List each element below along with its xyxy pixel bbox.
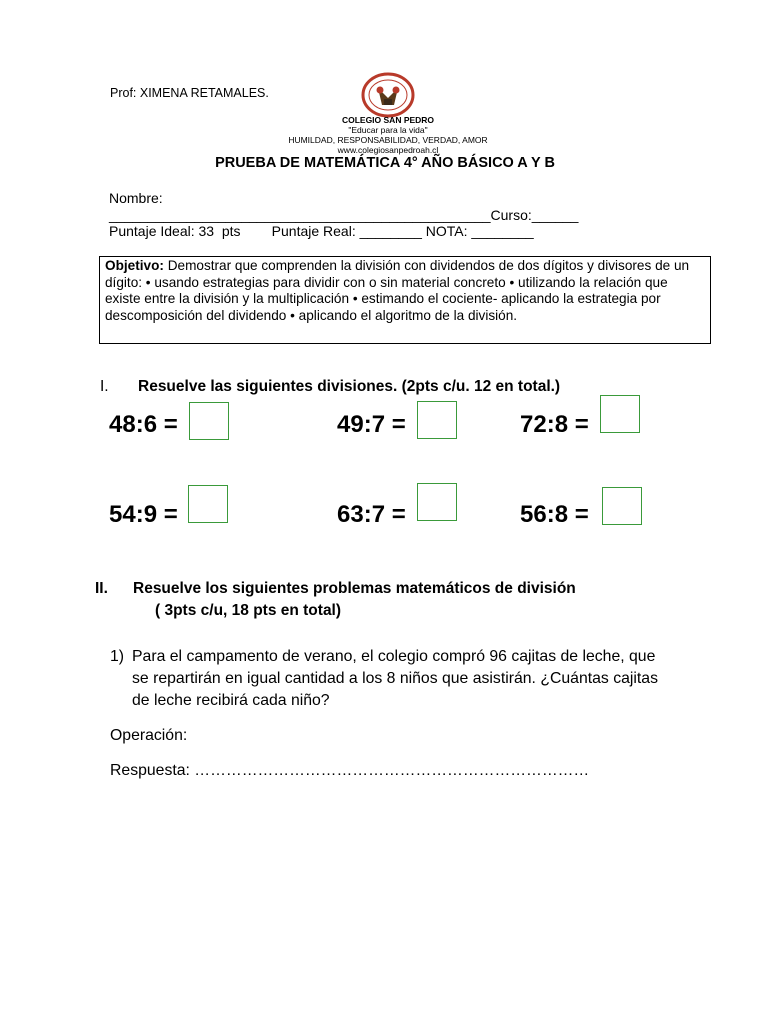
- answer-box[interactable]: [417, 401, 457, 439]
- answer-box[interactable]: [417, 483, 457, 521]
- school-values: HUMILDAD, RESPONSABILIDAD, VERDAD, AMOR: [288, 135, 488, 145]
- school-motto: "Educar para la vida": [348, 125, 428, 135]
- section2-subheading: ( 3pts c/u, 18 pts en total): [155, 602, 342, 619]
- problem-number: 1): [110, 648, 125, 665]
- document-title: PRUEBA DE MATEMÁTICA 4° AÑO BÁSICO A Y B: [215, 155, 555, 171]
- objective-label: Objetivo:: [105, 258, 164, 273]
- division-item: 56:8 =: [520, 501, 589, 528]
- name-course-line[interactable]: _________________________________________________Curso:______: [109, 207, 579, 223]
- answer-box[interactable]: [602, 487, 642, 525]
- name-label: Nombre:: [109, 190, 163, 206]
- objective-box: [99, 256, 711, 344]
- division-item: 63:7 =: [337, 501, 406, 528]
- division-item: 54:9 =: [109, 501, 178, 528]
- answer-line[interactable]: Respuesta: …………………………………………………………………: [110, 762, 590, 779]
- division-item: 72:8 =: [520, 411, 589, 438]
- section2-heading: Resuelve los siguientes problemas matemáticos de división: [133, 580, 576, 597]
- division-item: 48:6 =: [109, 411, 178, 438]
- score-line[interactable]: Puntaje Ideal: 33 pts Puntaje Real: ________ NOTA: ________: [109, 223, 534, 239]
- division-item: 49:7 =: [337, 411, 406, 438]
- problem-text: Para el campamento de verano, el colegio compró 96 cajitas de leche, que se repartirán en igual cantidad a los 8 niños que asistirán. ¿Cuántas cajitas de leche recibirá cada niño?: [132, 648, 658, 710]
- answer-box[interactable]: [188, 485, 228, 523]
- school-info: [250, 115, 526, 155]
- section1-heading: Resuelve las siguientes divisiones. (2pts c/u. 12 en total.): [138, 378, 561, 395]
- school-website: www.colegiosanpedroah.cl: [337, 145, 439, 155]
- teacher-name: Prof: XIMENA RETAMALES.: [110, 86, 269, 100]
- section1-numeral: I.: [100, 378, 109, 395]
- school-crest-logo: [360, 72, 416, 118]
- section2-numeral: II.: [95, 580, 108, 597]
- school-name: COLEGIO SAN PEDRO: [341, 115, 435, 125]
- objective-text: Demostrar que comprenden la división con dividendos de dos dígitos y divisores de un dígito: • usando estrategias para dividir con o sin material concreto • utilizando la relación que existe entre la división y la multiplicación • estimando el cociente- aplicando la estrategia por descomposición del dividendo • aplicando el algoritmo de la división.: [105, 258, 690, 323]
- operation-label[interactable]: Operación:: [110, 727, 188, 744]
- answer-box[interactable]: [189, 402, 229, 440]
- answer-box[interactable]: [600, 395, 640, 433]
